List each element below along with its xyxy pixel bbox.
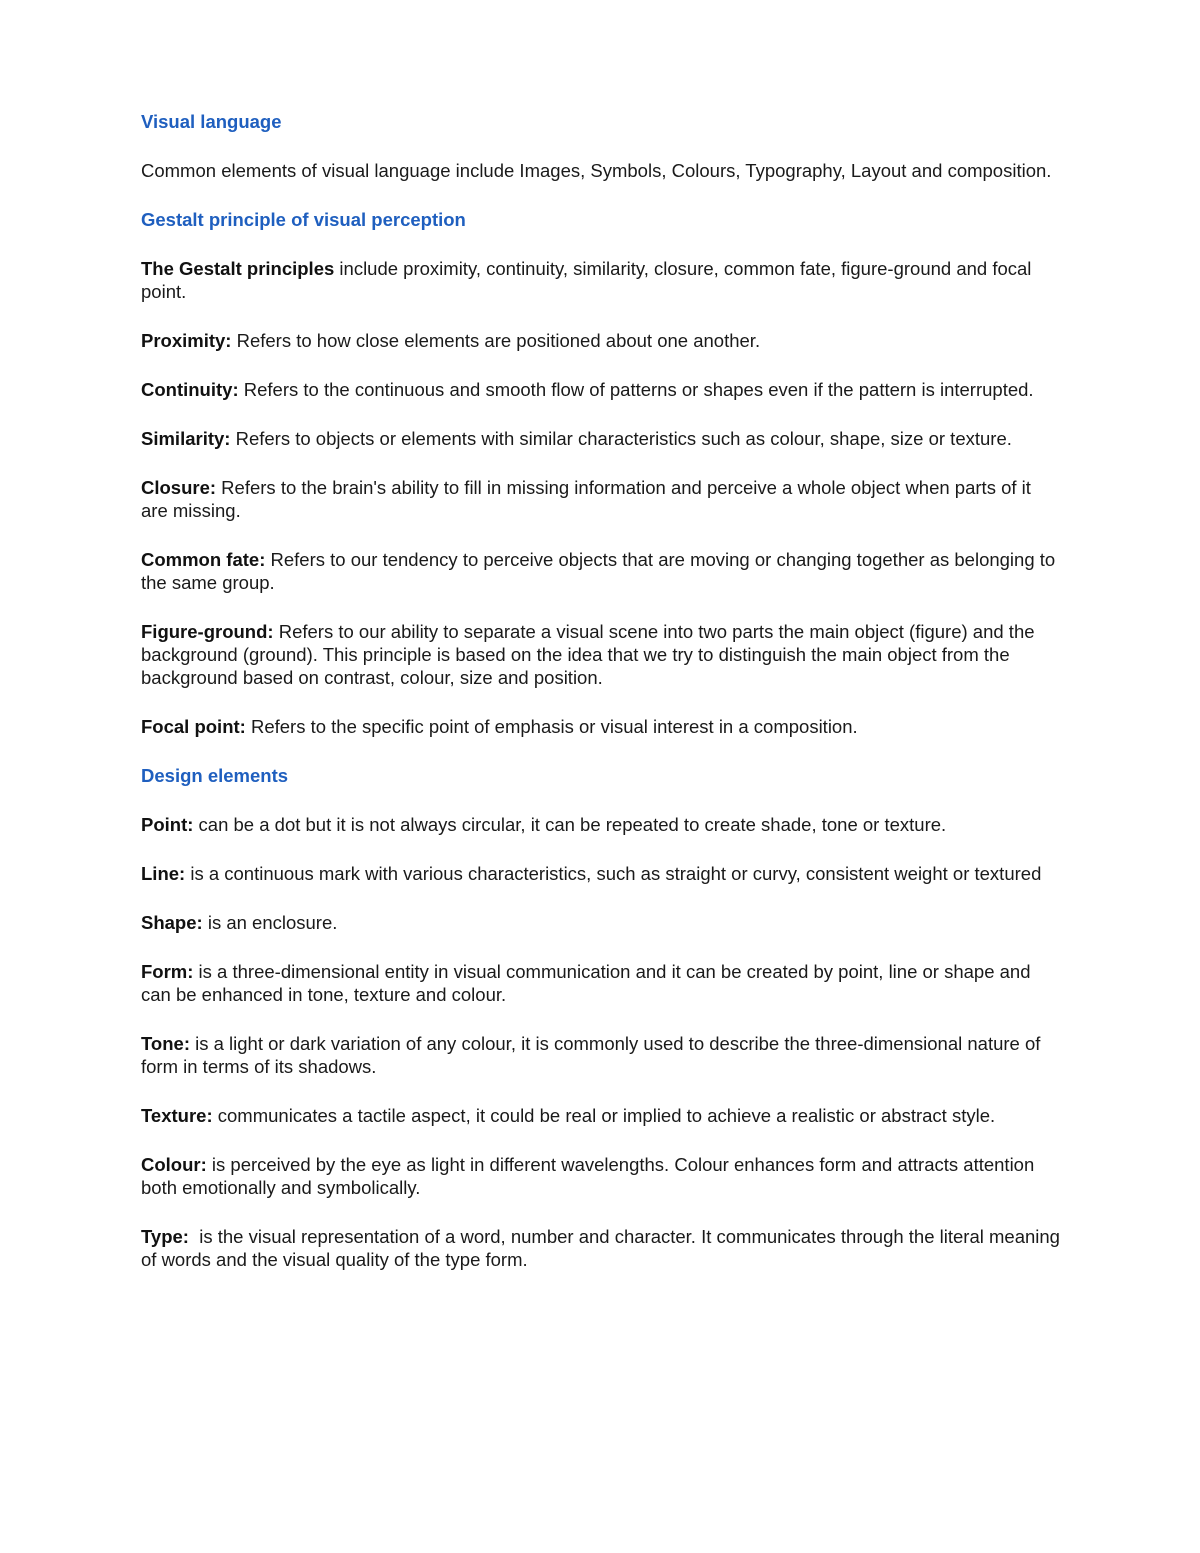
- design-item-colour: [141, 1153, 1061, 1199]
- design-item-shape: [141, 911, 1061, 934]
- design-item-tone: [141, 1032, 1061, 1078]
- term: Type:: [141, 1226, 189, 1247]
- heading-design-elements: Design elements: [141, 765, 289, 786]
- document-page: [141, 110, 1066, 1297]
- term: Focal point:: [141, 716, 246, 737]
- heading-visual-language: Visual language: [141, 111, 282, 132]
- gestalt-item-figure-ground: [141, 620, 1061, 689]
- gestalt-item-continuity: [141, 378, 1061, 401]
- term: Form:: [141, 961, 194, 982]
- term: Proximity:: [141, 330, 232, 351]
- design-item-texture: [141, 1104, 1061, 1127]
- gestalt-intro-term: The Gestalt principles: [141, 258, 335, 279]
- gestalt-intro-text: include proximity, continuity, similarity, closure, common fate, figure-ground and focal point.: [141, 258, 1032, 302]
- term: Shape:: [141, 912, 203, 933]
- design-item-line: [141, 862, 1061, 885]
- term: Similarity:: [141, 428, 231, 449]
- definition: is perceived by the eye as light in different wavelengths. Colour enhances form and attracts attention both emotionally and symbolically.: [141, 1154, 1035, 1198]
- definition: Refers to the specific point of emphasis or visual interest in a composition.: [245, 716, 858, 737]
- definition: is a light or dark variation of any colour, it is commonly used to describe the three-dimensional nature of form in terms of its shadows.: [141, 1033, 1041, 1077]
- definition: Refers to the continuous and smooth flow of patterns or shapes even if the pattern is interrupted.: [238, 379, 1034, 400]
- term: Continuity:: [141, 379, 239, 400]
- gestalt-item-common-fate: [141, 548, 1061, 594]
- term: Point:: [141, 814, 194, 835]
- visual-language-intro: Common elements of visual language include Images, Symbols, Colours, Typography, Layout and composition.: [141, 160, 1052, 181]
- gestalt-item-focal-point: [141, 715, 1061, 738]
- definition: Refers to the brain's ability to fill in missing information and perceive a whole object when parts of it are missing.: [141, 477, 1031, 521]
- definition: Refers to our ability to separate a visual scene into two parts the main object (figure) and the background (ground). This principle is based on the idea that we try to distinguish the main object from the background based on contrast, colour, size and position.: [141, 621, 1035, 688]
- design-item-form: [141, 960, 1061, 1006]
- term: Figure-ground:: [141, 621, 274, 642]
- gestalt-item-closure: [141, 476, 1061, 522]
- term: Line:: [141, 863, 186, 884]
- gestalt-item-similarity: [141, 427, 1061, 450]
- term: Closure:: [141, 477, 217, 498]
- gestalt-item-proximity: [141, 329, 1061, 352]
- term: Texture:: [141, 1105, 213, 1126]
- design-item-type: [141, 1225, 1066, 1271]
- gestalt-intro: [141, 257, 1061, 303]
- term: Tone:: [141, 1033, 190, 1054]
- definition: Refers to our tendency to perceive objects that are moving or changing together as belonging to the same group.: [141, 549, 1056, 593]
- definition: is a continuous mark with various characteristics, such as straight or curvy, consistent weight or textured: [185, 863, 1042, 884]
- heading-gestalt: Gestalt principle of visual perception: [141, 209, 466, 230]
- definition: Refers to how close elements are positioned about one another.: [231, 330, 761, 351]
- term: Common fate:: [141, 549, 266, 570]
- definition: is an enclosure.: [202, 912, 338, 933]
- definition: communicates a tactile aspect, it could be real or implied to achieve a realistic or abstract style.: [212, 1105, 996, 1126]
- definition: can be a dot but it is not always circular, it can be repeated to create shade, tone or texture.: [193, 814, 947, 835]
- definition: is a three-dimensional entity in visual communication and it can be created by point, line or shape and can be enhanced in tone, texture and colour.: [141, 961, 1031, 1005]
- design-item-point: [141, 813, 1061, 836]
- definition: Refers to objects or elements with similar characteristics such as colour, shape, size or texture.: [230, 428, 1012, 449]
- term: Colour:: [141, 1154, 207, 1175]
- definition: is the visual representation of a word, number and character. It communicates through the literal meaning of words and the visual quality of the type form.: [141, 1226, 1066, 1270]
